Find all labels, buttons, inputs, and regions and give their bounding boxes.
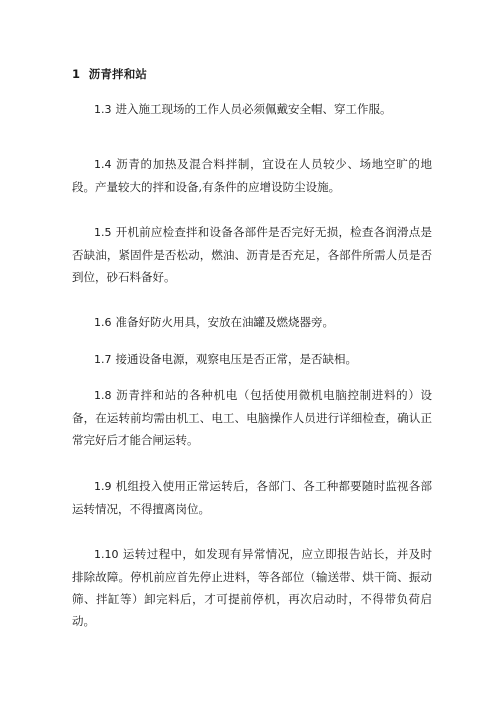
paragraph-text: 开机前应检查拌和设备各部件是否完好无损，检查各润滑点是否缺油，紧固件是否松动，燃油、沥青是否充足，各部件所需人员是否到位，砂石料备好。 <box>72 225 432 284</box>
paragraph-text: 沥青拌和站的各种机电（包括使用微机电脑控制进料的）设备，在运转前均需由机工、电工、电脑操作人员进行详细检查，确认正常完好后才能合闸运转。 <box>72 388 432 447</box>
paragraph-number: 1.7 <box>94 353 112 366</box>
paragraph-1-5 <box>72 221 432 288</box>
paragraph-1-8 <box>72 384 432 451</box>
paragraph-1-9 <box>72 475 432 520</box>
paragraph-1-7 <box>72 348 432 371</box>
section-heading <box>72 66 147 82</box>
paragraph-number: 1.5 <box>94 226 112 239</box>
paragraph-text: 准备好防火用具，安放在油罐及燃烧器旁。 <box>115 315 334 329</box>
paragraph-number: 1.9 <box>94 480 112 493</box>
paragraph-text: 接通设备电源，观察电压是否正常，是否缺相。 <box>115 352 357 366</box>
paragraph-1-10 <box>72 543 432 632</box>
paragraph-number: 1.10 <box>94 548 119 561</box>
paragraph-text: 进入施工现场的工作人员必须佩戴安全帽、穿工作服。 <box>115 102 392 116</box>
paragraph-number: 1.4 <box>94 158 112 171</box>
section-number: 1 <box>72 67 81 81</box>
section-title: 沥青拌和站 <box>88 67 148 81</box>
paragraph-1-6 <box>72 311 432 334</box>
paragraph-1-3 <box>72 98 432 121</box>
paragraph-number: 1.6 <box>94 316 112 329</box>
paragraph-text: 机组投入使用正常运转后，各部门、各工种都要随时监视各部运转情况，不得擅离岗位。 <box>72 479 432 516</box>
paragraph-1-4 <box>72 153 432 198</box>
paragraph-number: 1.8 <box>94 389 112 402</box>
paragraph-number: 1.3 <box>94 103 112 116</box>
paragraph-text: 沥青的加热及混合料拌制，宜设在人员较少、场地空旷的地段。产量较大的拌和设备,有条件的应增设防尘设施。 <box>72 157 432 194</box>
paragraph-text: 运转过程中，如发现有异常情况，应立即报告站长，并及时排除故障。停机前应首先停止进料，等各部位（输送带、烘干筒、振动筛、拌缸等）卸完料后，才可提前停机，再次启动时，不得带负荷启动。 <box>72 547 432 628</box>
